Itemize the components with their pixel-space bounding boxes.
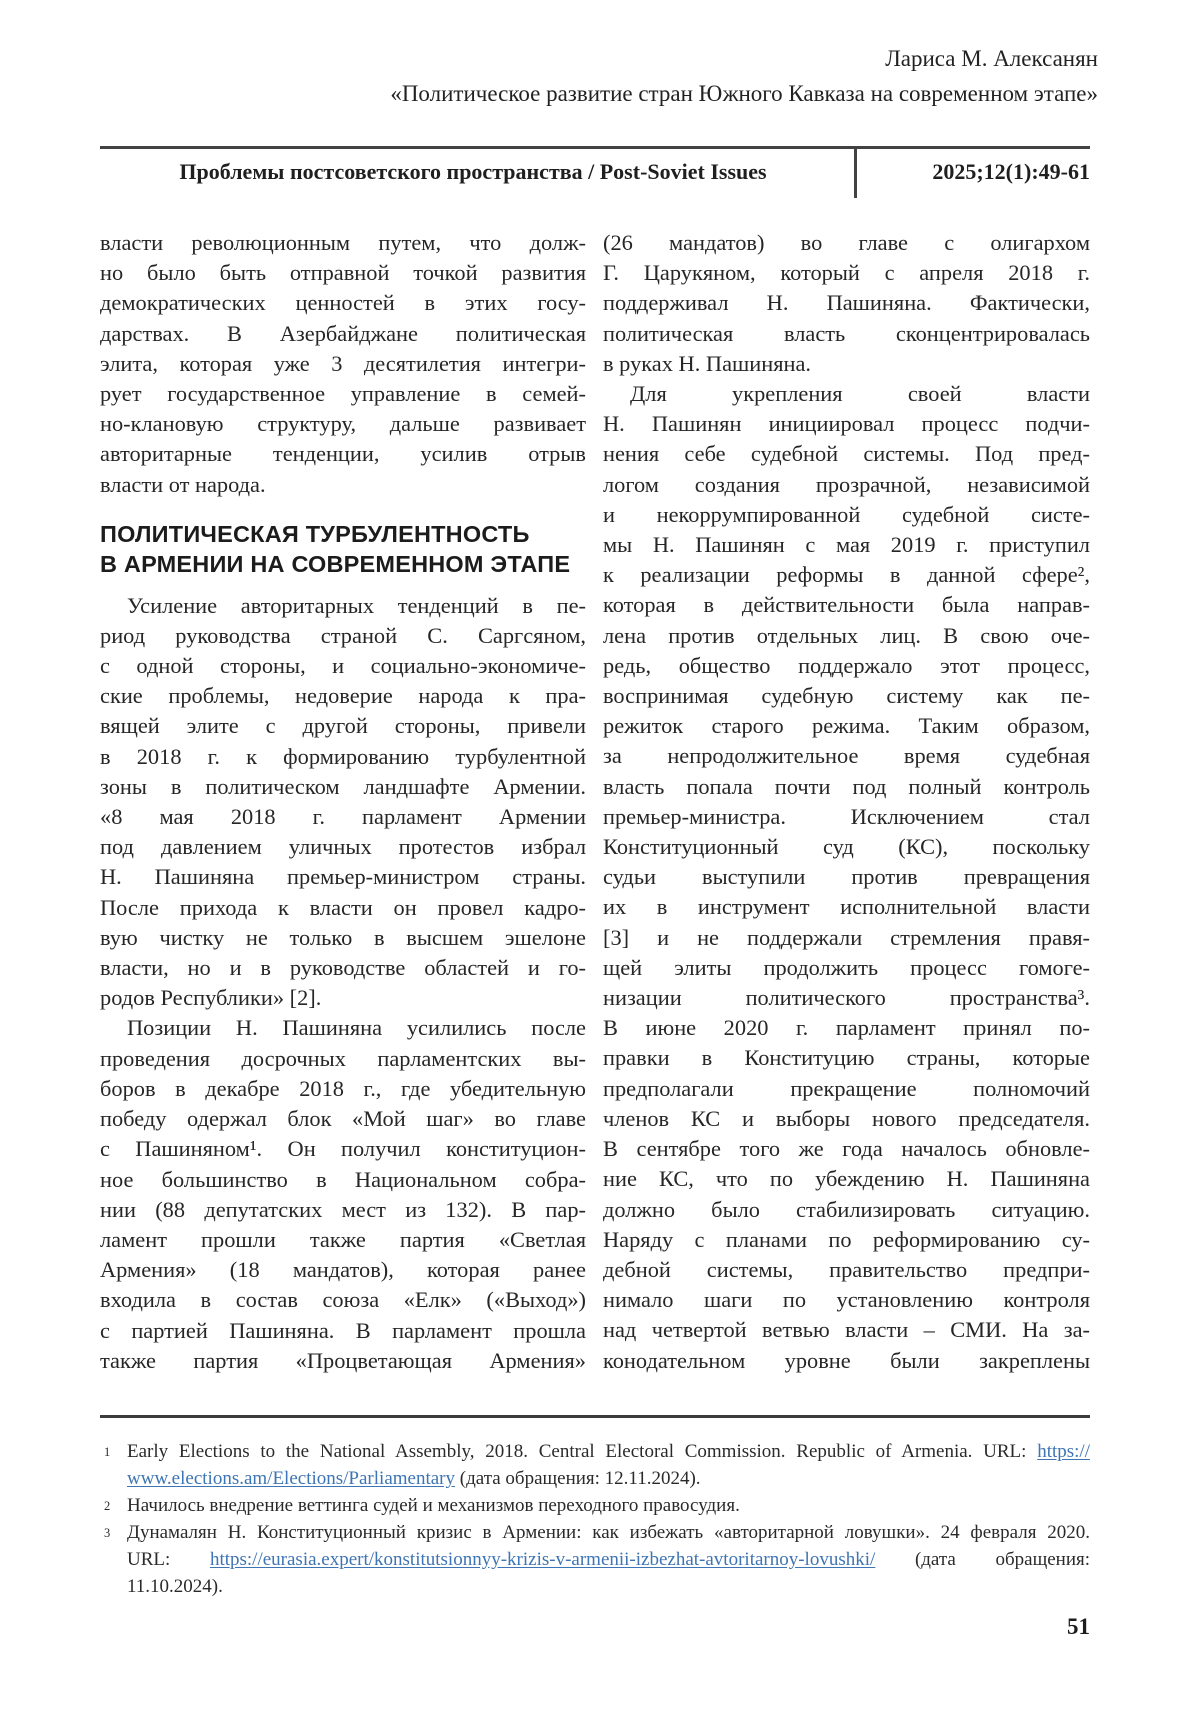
text-line: власти революционным путем, что долж- <box>100 230 586 255</box>
text-line: под давлением уличных протестов избрал <box>100 834 586 860</box>
text-line: демократических ценностей в этих госу- <box>100 290 586 316</box>
text-line: также партия «Процветающая Армения» <box>100 1347 586 1373</box>
text-line: власти от народа. <box>100 471 266 497</box>
footnote-line <box>127 1492 1090 1519</box>
text-line: Для укрепления своей власти <box>630 381 1090 407</box>
section-heading <box>100 519 586 580</box>
text-line: вящей элите с другой стороны, привели <box>100 713 586 739</box>
text-line: и некоррумпированной судебной систе- <box>603 501 1090 527</box>
footnote-line <box>127 1438 1090 1465</box>
text-line: режиток старого режима. Таким образом, <box>603 713 1090 739</box>
text-line: Армения» (18 мандатов), которая ранее <box>100 1257 586 1283</box>
text-line: к реализации реформы в данной сфере², <box>603 562 1090 588</box>
text-line: правки в Конституцию страны, которые <box>603 1045 1090 1071</box>
text-line: членов КС и выборы нового председателя. <box>603 1105 1090 1131</box>
text-line: зоны в политическом ландшафте Армении. <box>100 773 586 799</box>
text-line: рует государственное управление в семей- <box>100 381 586 407</box>
text-line: Наряду с планами по реформированию су- <box>603 1226 1090 1252</box>
text-line: В июне 2020 г. парламент принял по- <box>603 1015 1090 1041</box>
text-line: с одной стороны, и социально-экономиче- <box>100 653 586 679</box>
section-heading-line: В АРМЕНИИ НА СОВРЕМЕННОМ ЭТАПЕ <box>100 551 571 578</box>
text-line: должно было стабилизировать ситуацию. <box>603 1196 1090 1222</box>
footnote-divider <box>100 1415 1090 1418</box>
footnote-text: Early Elections to the National Assembly, 2018. Central Electoral Commission. Republic of Armenia. URL: <box>127 1441 1038 1462</box>
text-line: низации политического пространства³. <box>603 985 1090 1011</box>
text-line: В сентябре того же года началось обновле- <box>603 1136 1090 1162</box>
footnote-line <box>127 1519 1090 1546</box>
text-line: (26 мандатов) во главе с олигархом <box>603 230 1090 255</box>
footnote-line <box>127 1546 1090 1573</box>
journal-name: Проблемы постсоветского пространства / Post-Soviet Issues <box>100 149 857 198</box>
footnotes-section <box>100 1438 1090 1600</box>
footnote-url-link[interactable]: www.elections.am/Elections/Parliamentary <box>127 1468 456 1489</box>
footnote-url-link[interactable]: https:// <box>1037 1441 1090 1462</box>
text-line: риод руководства страной С. Саргсяном, <box>100 622 586 648</box>
left-column <box>100 228 586 1376</box>
text-line: щей элиты продолжить процесс гомоге- <box>603 954 1090 980</box>
footnote-marker: 1 <box>104 1445 111 1459</box>
text-line: боров в декабре 2018 г., где убедительную <box>100 1075 586 1101</box>
text-line: После прихода к власти он провел кадро- <box>100 894 586 920</box>
text-line: дарствах. В Азербайджане политическая <box>100 320 586 346</box>
text-line: элита, которая уже 3 десятилетия интегри- <box>100 350 586 376</box>
text-line: политическая власть сконцентрировалась <box>603 320 1090 346</box>
text-line: судьи выступили против превращения <box>603 864 1090 890</box>
text-line: Усиление авторитарных тенденций в пе- <box>127 592 586 618</box>
page-number: 51 <box>1067 1614 1090 1639</box>
text-line: поддерживал Н. Пашиняна. Фактически, <box>603 290 1090 316</box>
text-line: за непродолжительное время судебная <box>603 743 1090 769</box>
text-line: ские проблемы, недоверие народа к пра- <box>100 683 586 709</box>
section-heading-line: ПОЛИТИЧЕСКАЯ ТУРБУЛЕНТНОСТЬ <box>100 520 530 547</box>
text-line: в руках Н. Пашиняна. <box>603 350 812 376</box>
footnote-text: URL: <box>127 1549 210 1570</box>
footnote-text: Дунамалян Н. Конституционный кризис в Армении: как избежать «авторитарной ловушки». 24 февраля 2020. <box>127 1522 1090 1543</box>
text-line: в 2018 г. к формированию турбулентной <box>100 743 586 769</box>
footnote <box>100 1492 1090 1519</box>
text-line: но-клановую структуру, дальше развивает <box>100 411 586 437</box>
text-line: над четвертой ветвью власти – СМИ. На за- <box>603 1317 1090 1343</box>
text-line: Н. Пашиняна премьер-министром страны. <box>100 864 586 890</box>
text-line: премьер-министра. Исключением стал <box>603 803 1090 829</box>
text-line: но было быть отправной точкой развития <box>100 260 586 286</box>
running-head-article-title: «Политическое развитие стран Южного Кавказа на современном этапе» <box>390 81 1098 106</box>
text-line: мы Н. Пашинян с мая 2019 г. приступил <box>603 532 1090 558</box>
text-line: нения себе судебной системы. Под пред- <box>603 441 1090 467</box>
footnote-line <box>127 1573 1090 1600</box>
text-line: воспринимая судебную систему как пе- <box>603 683 1090 709</box>
right-column <box>603 228 1090 1376</box>
text-line: власть попала почти под полный контроль <box>603 773 1090 799</box>
footnote-text: 11.10.2024). <box>127 1576 223 1597</box>
footnote-line <box>127 1465 1090 1492</box>
footnote-marker: 3 <box>104 1526 111 1540</box>
text-line: Позиции Н. Пашиняна усилились после <box>127 1015 586 1041</box>
text-line: редь, общество поддержало этот процесс, <box>603 652 1090 678</box>
footnote-url-link[interactable]: https://eurasia.expert/konstitutsionnyy-krizis-v-armenii-izbezhat-avtoritarnoy-lovushki/ <box>209 1549 876 1570</box>
footnote <box>100 1438 1090 1492</box>
journal-citation: 2025;12(1):49-61 <box>932 159 1090 184</box>
running-head-author: Лариса М. Алексанян <box>885 46 1098 71</box>
text-line: их в инструмент исполнительной власти <box>603 894 1090 920</box>
footnote <box>100 1519 1090 1600</box>
text-line: с Пашиняном¹. Он получил конституцион- <box>100 1136 586 1162</box>
text-line: предполагали прекращение полномочий <box>603 1075 1090 1101</box>
text-line: ное большинство в Национальном собра- <box>100 1166 586 1192</box>
text-line: конодательном уровне были закреплены <box>603 1347 1090 1373</box>
text-line: которая в действительности была направ- <box>603 592 1090 618</box>
text-line: ние КС, что по убеждению Н. Пашиняна <box>603 1166 1090 1192</box>
footnote-text: (дата обращения: 12.11.2024). <box>455 1468 701 1489</box>
text-line: входила в состав союза «Елк» («Выход») <box>100 1287 586 1313</box>
text-line: победу одержал блок «Мой шаг» во главе <box>100 1106 586 1132</box>
text-line: лена против отдельных лиц. В свою оче- <box>603 622 1090 648</box>
text-line: Н. Пашинян инициировал процесс подчи- <box>603 411 1090 437</box>
text-line: нии (88 депутатских мест из 132). В пар- <box>100 1196 586 1222</box>
text-line: авторитарные тенденции, усилив отрыв <box>100 441 586 467</box>
text-line: проведения досрочных парламентских вы- <box>100 1045 586 1071</box>
journal-header-bar <box>100 146 1090 198</box>
text-line: власти, но и в руководстве областей и го- <box>100 955 586 981</box>
text-line: Г. Царукяном, который с апреля 2018 г. <box>603 260 1090 286</box>
article-body <box>100 228 1090 1393</box>
text-line: дебной системы, правительство предпри- <box>603 1256 1090 1282</box>
text-line: [3] и не поддержали стремления правя- <box>603 924 1090 950</box>
text-line: Конституционный суд (КС), поскольку <box>603 834 1090 860</box>
text-line: вую чистку не только в высшем эшелоне <box>100 924 586 950</box>
text-line: нимало шаги по установлению контроля <box>603 1287 1090 1313</box>
footnote-text: Начилось внедрение веттинга судей и механизмов переходного правосудия. <box>127 1495 740 1516</box>
footnote-marker: 2 <box>104 1499 111 1513</box>
text-line: «8 мая 2018 г. парламент Армении <box>100 804 586 830</box>
text-line: родов Республики» [2]. <box>100 985 322 1011</box>
footnote-text: (дата обращения: <box>875 1549 1091 1570</box>
text-line: ламент прошли также партия «Светлая <box>100 1226 586 1252</box>
text-line: с партией Пашиняна. В парламент прошла <box>100 1317 586 1343</box>
text-line: логом создания прозрачной, независимой <box>603 471 1090 497</box>
